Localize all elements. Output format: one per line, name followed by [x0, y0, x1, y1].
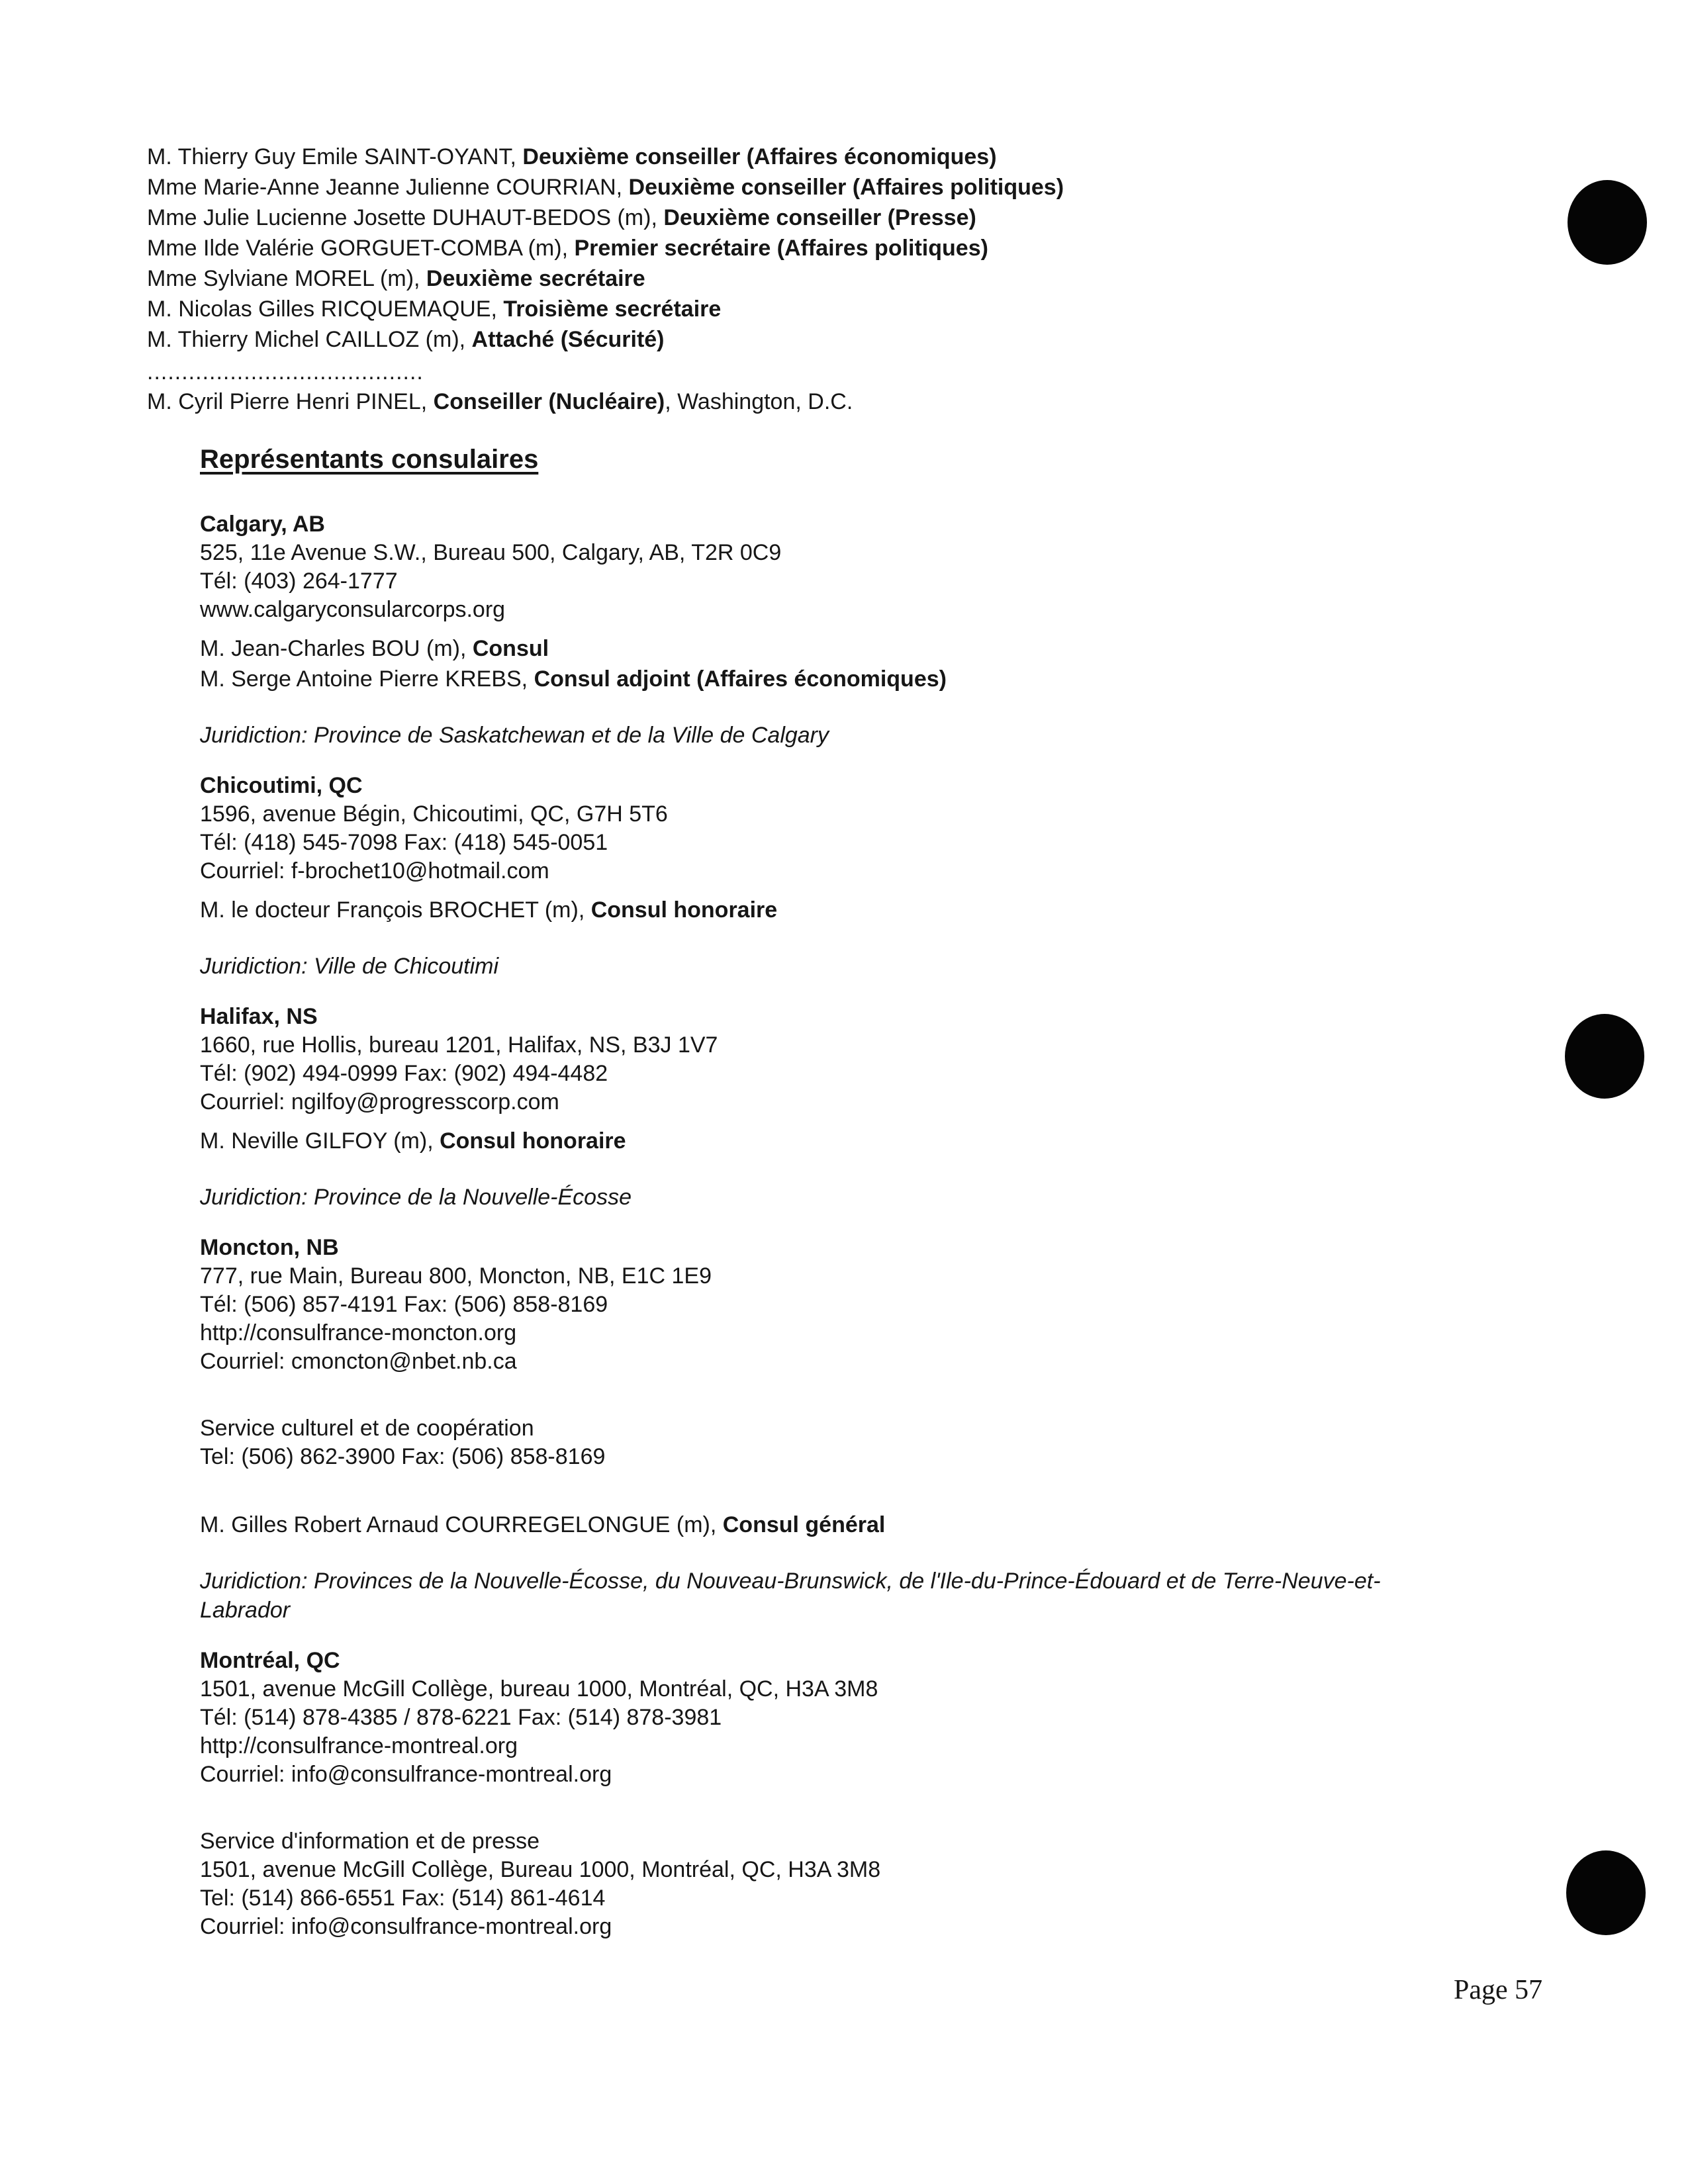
- consulate-halifax: [200, 1002, 1517, 1212]
- jurisdiction: Juridiction: Province de la Nouvelle-Écosse: [200, 1185, 632, 1210]
- staff-line: M. Cyril Pierre Henri PINEL, Conseiller (Nucléaire), Washington, D.C.: [147, 389, 853, 414]
- address-line: 1596, avenue Bégin, Chicoutimi, QC, G7H 5T6: [200, 801, 668, 827]
- address-line: 1501, avenue McGill Collège, bureau 1000, Montréal, QC, H3A 3M8: [200, 1676, 878, 1702]
- consulate-calgary: [200, 510, 1517, 750]
- phone-line: Tél: (902) 494-0999 Fax: (902) 494-4482: [200, 1061, 608, 1086]
- service-phone: Tel: (514) 866-6551 Fax: (514) 861-4614: [200, 1886, 606, 1911]
- consul-line: M. le docteur François BROCHET (m), Consul honoraire: [200, 897, 778, 923]
- staff-line: Mme Ilde Valérie GORGUET-COMBA (m), Premier secrétaire (Affaires politiques): [147, 236, 988, 261]
- service-phone: Tel: (506) 862-3900 Fax: (506) 858-8169: [200, 1444, 606, 1469]
- consul-line: M. Jean-Charles BOU (m), Consul: [200, 636, 549, 661]
- embassy-staff-list: [147, 142, 1405, 417]
- binder-hole-bottom: [1566, 1850, 1646, 1935]
- address-line: 1660, rue Hollis, bureau 1201, Halifax, NS, B3J 1V7: [200, 1032, 718, 1058]
- consular-section: [200, 442, 1517, 1962]
- email-line: Courriel: info@consulfrance-montreal.org: [200, 1762, 612, 1787]
- staff-line: M. Thierry Michel CAILLOZ (m), Attaché (Sécurité): [147, 327, 665, 352]
- service-name: Service d'information et de presse: [200, 1829, 539, 1854]
- city-heading: Moncton, NB: [200, 1235, 339, 1260]
- binder-hole-middle: [1565, 1014, 1644, 1099]
- staff-line: Mme Sylviane MOREL (m), Deuxième secrétaire: [147, 266, 645, 291]
- website-line: http://consulfrance-montreal.org: [200, 1733, 518, 1758]
- consulate-montreal: [200, 1646, 1517, 1941]
- consul-line: M. Gilles Robert Arnaud COURREGELONGUE (m), Consul général: [200, 1512, 886, 1537]
- city-heading: Chicoutimi, QC: [200, 773, 363, 798]
- section-heading: Représentants consulaires: [200, 445, 539, 474]
- binder-hole-top: [1568, 180, 1647, 265]
- consul-line: M. Serge Antoine Pierre KREBS, Consul adjoint (Affaires économiques): [200, 666, 947, 692]
- page-number: Page 57: [1454, 1975, 1543, 2005]
- staff-line: M. Nicolas Gilles RICQUEMAQUE, Troisième secrétaire: [147, 296, 722, 322]
- city-heading: Halifax, NS: [200, 1004, 318, 1029]
- dotted-separator: ........................................: [147, 359, 424, 385]
- consulate-moncton: [200, 1233, 1517, 1625]
- service-email: Courriel: info@consulfrance-montreal.org: [200, 1914, 612, 1939]
- address-line: 525, 11e Avenue S.W., Bureau 500, Calgary, AB, T2R 0C9: [200, 540, 782, 565]
- email-line: Courriel: ngilfoy@progresscorp.com: [200, 1089, 559, 1115]
- city-heading: Calgary, AB: [200, 512, 325, 537]
- phone-line: Tél: (418) 545-7098 Fax: (418) 545-0051: [200, 830, 608, 855]
- website-line: http://consulfrance-moncton.org: [200, 1320, 517, 1345]
- phone-line: Tél: (403) 264-1777: [200, 569, 398, 594]
- jurisdiction: Juridiction: Ville de Chicoutimi: [200, 954, 499, 979]
- consulate-chicoutimi: [200, 771, 1517, 981]
- staff-line: Mme Marie-Anne Jeanne Julienne COURRIAN, Deuxième conseiller (Affaires politiques): [147, 175, 1064, 200]
- phone-line: Tél: (506) 857-4191 Fax: (506) 858-8169: [200, 1292, 608, 1317]
- phone-line: Tél: (514) 878-4385 / 878-6221 Fax: (514) 878-3981: [200, 1705, 722, 1730]
- consul-line: M. Neville GILFOY (m), Consul honoraire: [200, 1128, 626, 1154]
- email-line: Courriel: f-brochet10@hotmail.com: [200, 858, 549, 884]
- website-line: www.calgaryconsularcorps.org: [200, 597, 506, 622]
- jurisdiction: Juridiction: Provinces de la Nouvelle-Écosse, du Nouveau-Brunswick, de l'Ile-du-Prince-Édouard et de Terre-Neuve-et- Labrador: [200, 1569, 1381, 1623]
- staff-line: M. Thierry Guy Emile SAINT-OYANT, Deuxième conseiller (Affaires économiques): [147, 144, 997, 169]
- service-address: 1501, avenue McGill Collège, Bureau 1000, Montréal, QC, H3A 3M8: [200, 1857, 881, 1882]
- service-name: Service culturel et de coopération: [200, 1416, 534, 1441]
- email-line: Courriel: cmoncton@nbet.nb.ca: [200, 1349, 517, 1374]
- staff-line: Mme Julie Lucienne Josette DUHAUT-BEDOS (m), Deuxième conseiller (Presse): [147, 205, 976, 230]
- address-line: 777, rue Main, Bureau 800, Moncton, NB, E1C 1E9: [200, 1263, 712, 1289]
- jurisdiction: Juridiction: Province de Saskatchewan et de la Ville de Calgary: [200, 723, 829, 748]
- city-heading: Montréal, QC: [200, 1648, 340, 1673]
